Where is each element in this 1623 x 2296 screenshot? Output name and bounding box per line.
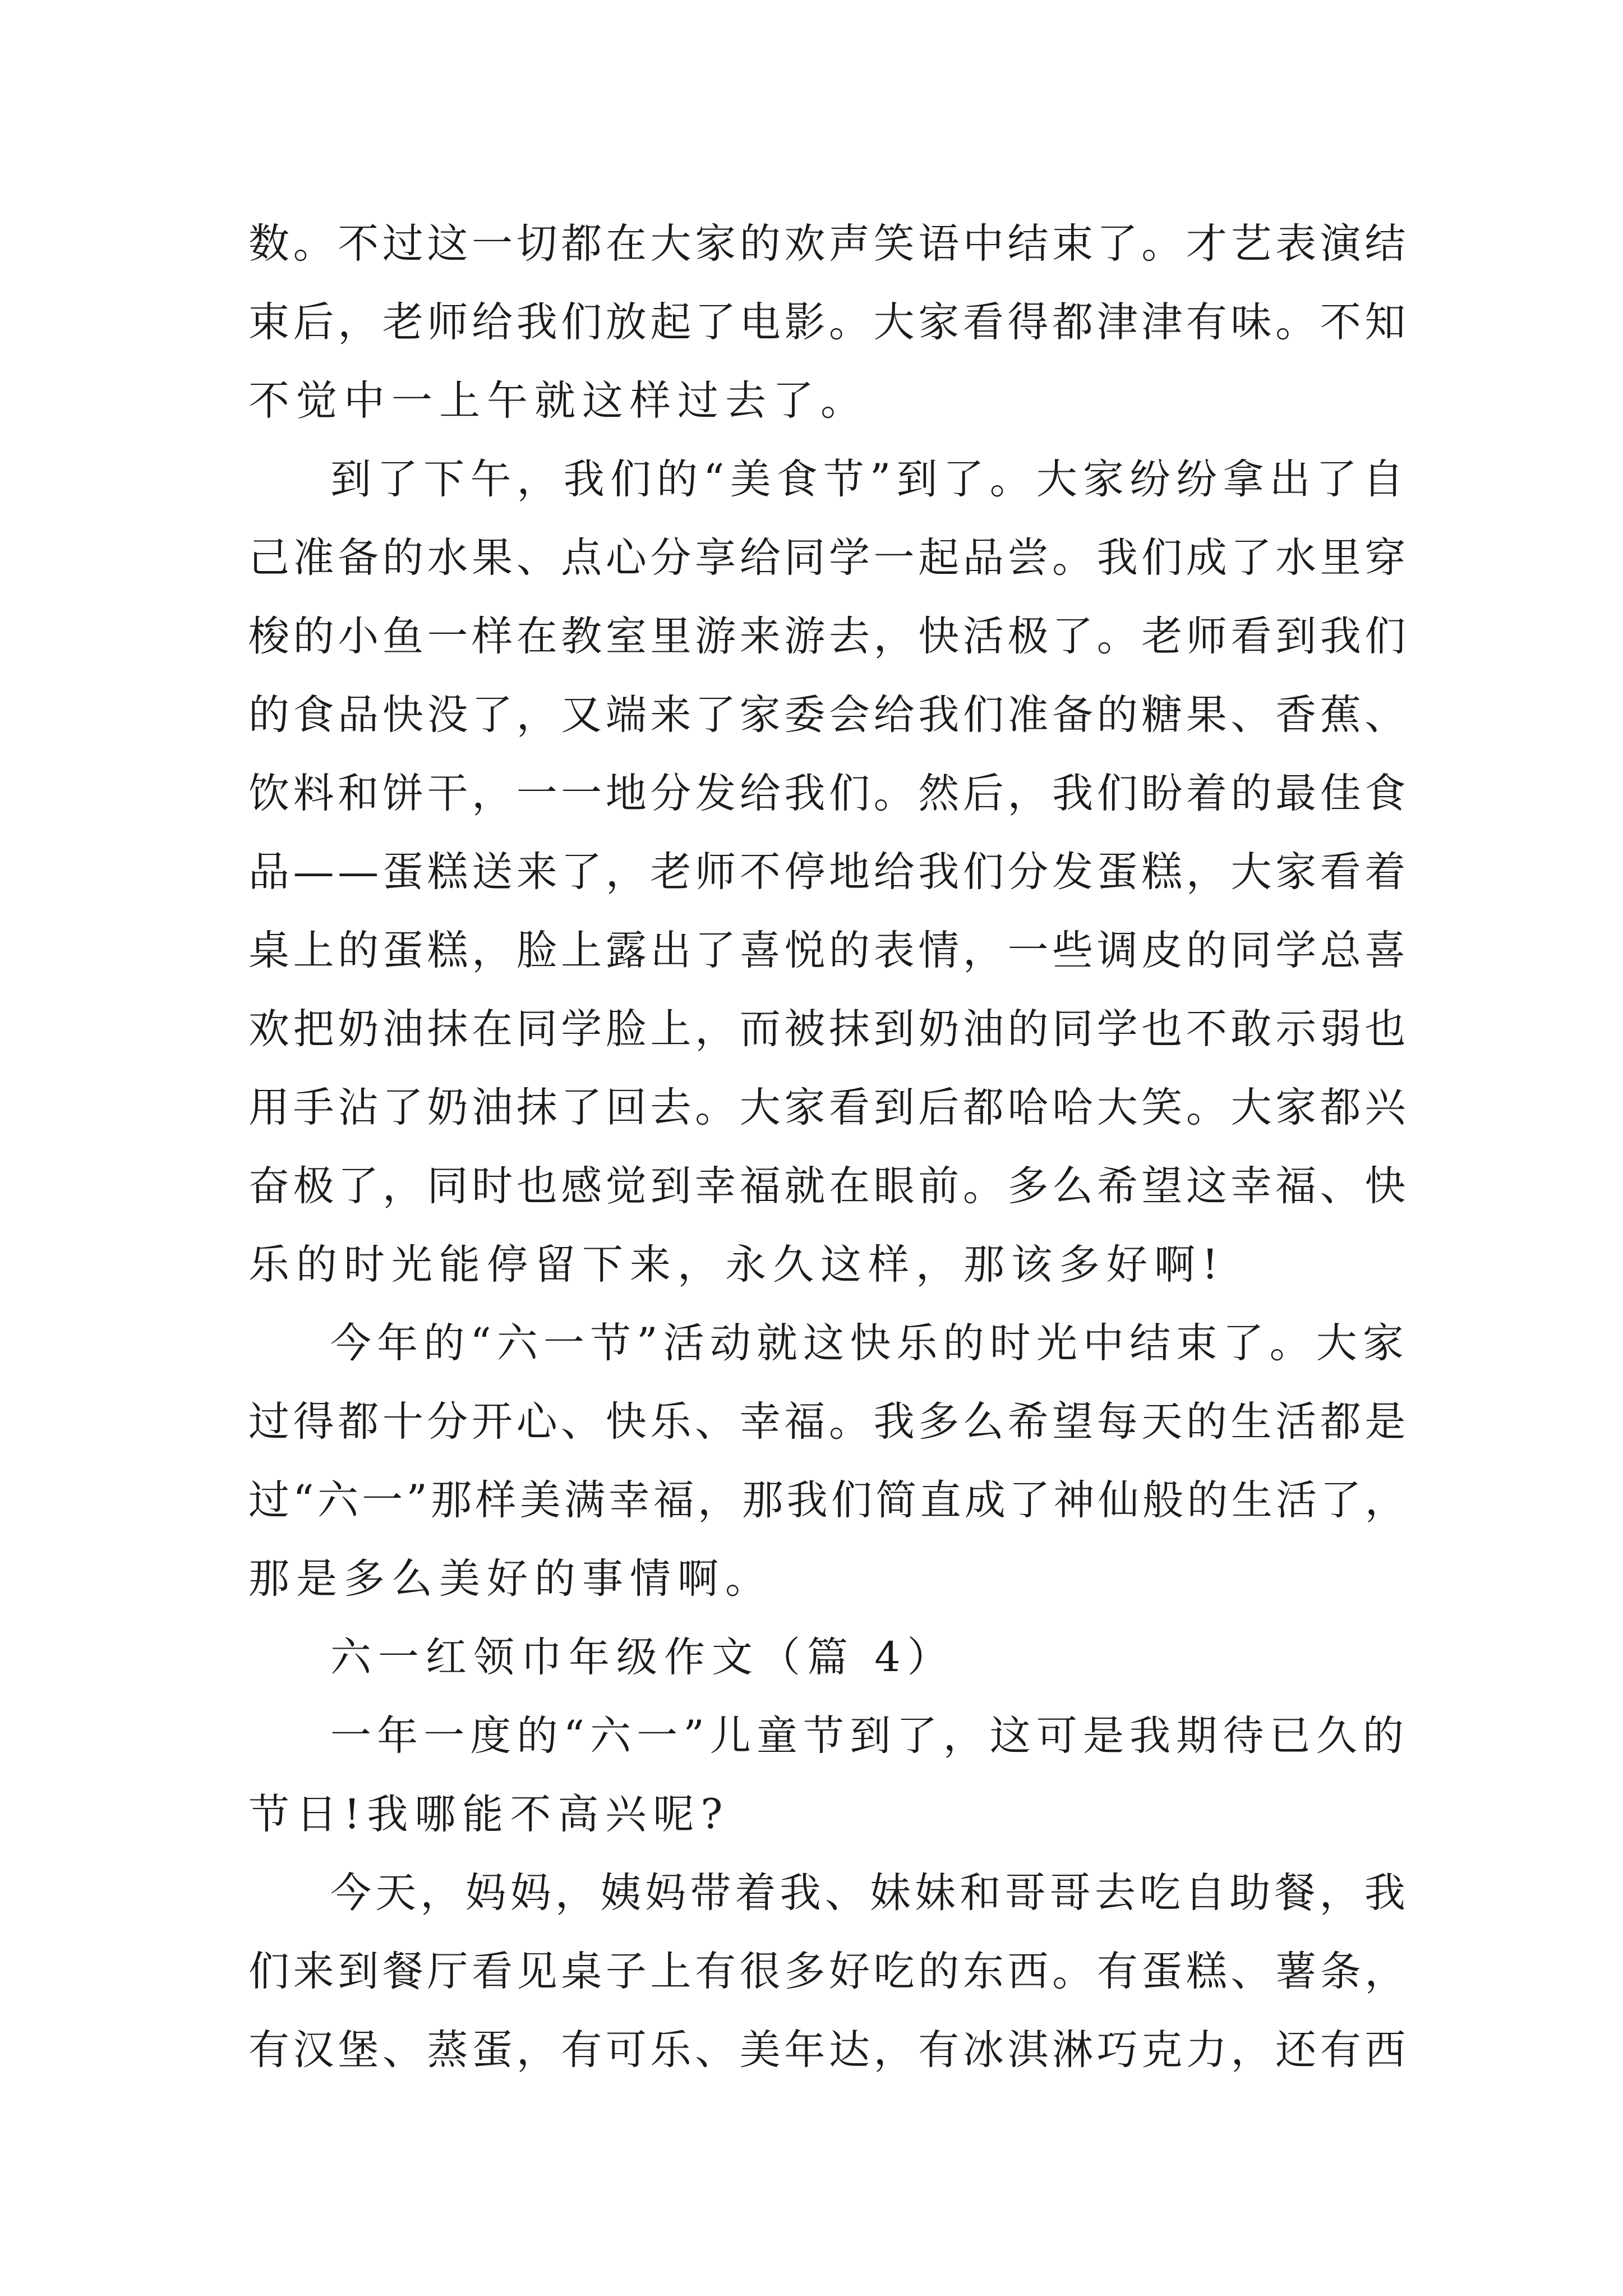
text-line: 节日!我哪能不高兴呢? xyxy=(248,1791,730,1838)
body-text xyxy=(248,205,1409,2090)
text-line: 有汉堡、蒸蛋，有可乐、美年达，有冰淇淋巧克力，还有西 xyxy=(248,2026,1409,2074)
text-line: 们来到餐厅看见桌子上有很多好吃的东西。有蛋糕、薯条， xyxy=(248,1948,1409,1995)
text-line: 乐的时光能停留下来，永久这样，那该多好啊! xyxy=(248,1241,1225,1289)
text-line: 束后，老师给我们放起了电影。大家看得都津津有味。不知 xyxy=(248,298,1409,346)
text-line: 梭的小鱼一样在教室里游来游去，快活极了。老师看到我们 xyxy=(248,613,1409,660)
text-line: 的食品快没了，又端来了家委会给我们准备的糖果、香蕉、 xyxy=(248,691,1409,739)
text-line: 欢把奶油抹在同学脸上，而被抹到奶油的同学也不敢示弱也 xyxy=(248,1005,1409,1053)
text-line: 今年的“六一节”活动就这快乐的时光中结束了。大家 xyxy=(330,1319,1409,1367)
text-line: 品——蛋糕送来了，老师不停地给我们分发蛋糕，大家看着 xyxy=(248,848,1409,896)
text-line: 六一红领巾年级作文（篇 4） xyxy=(330,1634,955,1681)
text-line: 一年一度的“六一”儿童节到了，这可是我期待已久的 xyxy=(330,1712,1409,1760)
text-line: 过得都十分开心、快乐、幸福。我多么希望每天的生活都是 xyxy=(248,1398,1409,1446)
text-line: 用手沾了奶油抹了回去。大家看到后都哈哈大笑。大家都兴 xyxy=(248,1084,1409,1131)
text-line: 饮料和饼干，一一地分发给我们。然后，我们盼着的最佳食 xyxy=(248,770,1409,817)
text-line: 不觉中一上午就这样过去了。 xyxy=(248,377,868,425)
text-line: 己准备的水果、点心分享给同学一起品尝。我们成了水里穿 xyxy=(248,534,1409,582)
text-line: 到了下午，我们的“美食节”到了。大家纷纷拿出了自 xyxy=(330,455,1409,503)
text-line: 数。不过这一切都在大家的欢声笑语中结束了。才艺表演结 xyxy=(248,220,1409,268)
text-line: 那是多么美好的事情啊。 xyxy=(248,1555,773,1603)
text-line: 今天，妈妈，姨妈带着我、妹妹和哥哥去吃自助餐，我 xyxy=(330,1869,1409,1917)
text-line: 过“六一”那样美满幸福，那我们简直成了神仙般的生活了， xyxy=(248,1476,1409,1524)
text-line: 奋极了，同时也感觉到幸福就在眼前。多么希望这幸福、快 xyxy=(248,1162,1409,1210)
text-line: 桌上的蛋糕，脸上露出了喜悦的表情，一些调皮的同学总喜 xyxy=(248,927,1409,974)
